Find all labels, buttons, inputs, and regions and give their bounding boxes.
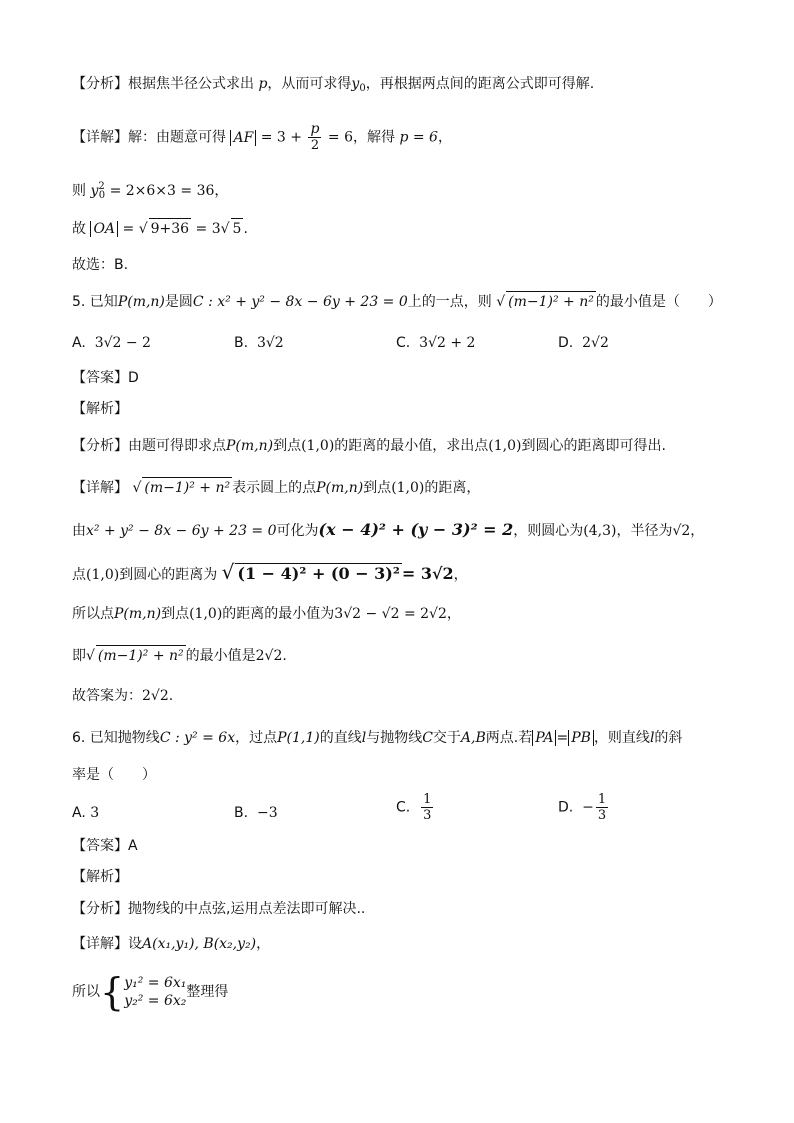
q5-detail-5: 即√ (m−1)² + n² 的最小值是2√2.: [72, 645, 287, 666]
q5-analysis: 【分析】由题可得即求点P(m,n)到点(1,0)的距离的最小值，求出点(1,0)到圆心的距离即可得出.: [72, 438, 666, 454]
q6-analysis: 【分析】抛物线的中点弦,运用点差法即可解决..: [72, 901, 366, 917]
question-6-cont: 率是（ ）: [72, 767, 156, 783]
q5-answer: 【答案】D: [72, 370, 139, 386]
equation-line: 故 OA = √ 9+36 = 3√ 5 .: [72, 218, 248, 239]
detail-tag: 【详解】: [72, 129, 128, 146]
q6-option-c: C. $\frac{1}{3}$: [396, 792, 432, 823]
q5-detail-1: 【详解】 √ (m−1)² + n² 表示圆上的点P(m,n)到点(1,0)的距离，: [72, 477, 480, 498]
q6-answer: 【答案】A: [72, 838, 138, 854]
q5-detail-2: 由x² + y² − 8x − 6y + 23 = 0可化为(x − 4)² + (y − 3)² = 2，则圆心为(4,3)，半径为√2，: [72, 520, 705, 539]
question-6: 6. 已知抛物线C : y² = 6x，过点P(1,1)的直线l与抛物线C交于A,B两点.若 PA = PB ，则直线l的斜: [72, 730, 683, 746]
q5-final-answer: 故答案为：2√2.: [72, 688, 174, 704]
q6-option-b: B. −3: [234, 805, 278, 821]
q5-detail-3: 点(1,0)到圆心的距离为 √ (1 − 4)² + (0 − 3)² = 3√2，: [72, 560, 468, 584]
detail-line: 【详解】解：由题意可得 AF = 3 + $\frac{p}{2}$ = 6，解得 p = 6，: [72, 121, 452, 153]
fraction-p-over-2: $\frac{p}{2}$: [310, 121, 320, 153]
equation-line: 则 $y^2_0 = 2\times 6\times 3 = 36$，: [72, 181, 229, 201]
answer-choice-line: 故选：B.: [72, 257, 129, 273]
q5-explanation-tag: 【解析】: [72, 401, 128, 417]
q6-detail-2: 所以{y₁² = 6x₁ y₂² = 6x₂整理得: [72, 970, 229, 1014]
question-5: 5. 已知P(m,n)是圆C : x² + y² − 8x − 6y + 23 = 0上的一点，则 √ (m−1)² + n² 的最小值是（ ）: [72, 291, 722, 312]
q5-option-a: A. 3√2 − 2: [72, 335, 151, 351]
q5-option-d: D. 2√2: [558, 335, 609, 351]
q6-explanation-tag: 【解析】: [72, 869, 128, 885]
q6-option-a: A. 3: [72, 805, 100, 821]
q5-option-b: B. 3√2: [234, 335, 284, 351]
q6-detail-1: 【详解】设A(x₁,y₁), B(x₂,y₂)，: [72, 936, 271, 952]
analysis-tag: 【分析】: [72, 76, 128, 92]
q6-option-d: D. − $\frac{1}{3}$: [558, 792, 607, 823]
q5-option-c: C. 3√2 + 2: [396, 335, 476, 351]
analysis-line: 【分析】根据焦半径公式求出 p，从而可求得$y_0$，再根据两点间的距离公式即可得解.: [72, 76, 595, 94]
q5-detail-4: 所以点P(m,n)到点(1,0)的距离的最小值为3√2 − √2 = 2√2，: [72, 606, 461, 622]
